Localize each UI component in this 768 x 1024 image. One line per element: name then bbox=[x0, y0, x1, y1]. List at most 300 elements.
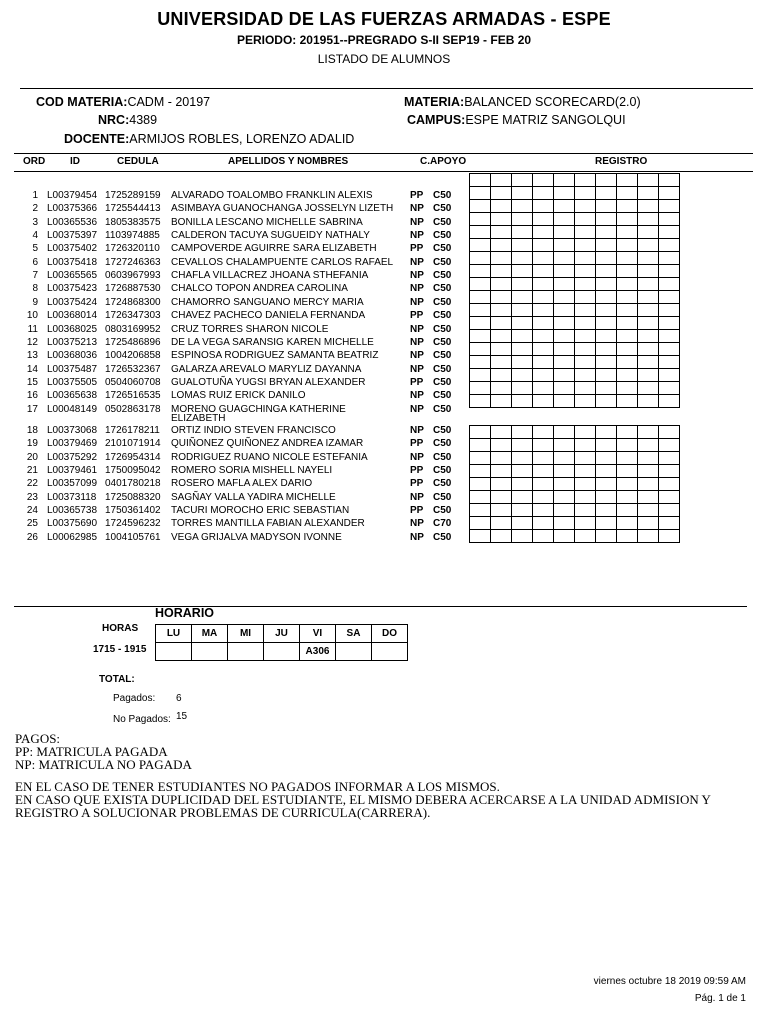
col-id: ID bbox=[70, 156, 80, 167]
registro-cell[interactable] bbox=[470, 174, 491, 187]
student-cedula: 1726516535 bbox=[105, 390, 161, 402]
registro-cell[interactable] bbox=[512, 517, 533, 530]
registro-cell[interactable] bbox=[659, 317, 680, 330]
registro-cell[interactable] bbox=[554, 369, 575, 382]
registro-cell[interactable] bbox=[575, 187, 596, 200]
pagos-label: PAGOS: bbox=[15, 731, 61, 746]
registro-cell[interactable] bbox=[617, 304, 638, 317]
registro-cell[interactable] bbox=[533, 330, 554, 343]
registro-cell[interactable] bbox=[470, 439, 491, 452]
registro-cell[interactable] bbox=[554, 465, 575, 478]
registro-cell[interactable] bbox=[491, 226, 512, 239]
registro-cell[interactable] bbox=[638, 226, 659, 239]
registro-cell[interactable] bbox=[575, 239, 596, 252]
registro-cell[interactable] bbox=[659, 187, 680, 200]
registro-cell[interactable] bbox=[659, 343, 680, 356]
registro-cell[interactable] bbox=[533, 304, 554, 317]
registro-cell[interactable] bbox=[470, 517, 491, 530]
registro-cell[interactable] bbox=[596, 426, 617, 439]
registro-cell[interactable] bbox=[638, 491, 659, 504]
student-payment-status: NP bbox=[410, 424, 424, 436]
registro-cell[interactable] bbox=[638, 530, 659, 543]
registro-cell[interactable] bbox=[575, 465, 596, 478]
registro-cell[interactable] bbox=[512, 239, 533, 252]
registro-cell[interactable] bbox=[617, 504, 638, 517]
registro-cell[interactable] bbox=[638, 395, 659, 408]
registro-cell[interactable] bbox=[575, 304, 596, 317]
registro-cell[interactable] bbox=[491, 395, 512, 408]
student-id: L00379469 bbox=[47, 438, 98, 450]
registro-cell[interactable] bbox=[491, 304, 512, 317]
registro-cell[interactable] bbox=[638, 504, 659, 517]
registro-cell[interactable] bbox=[617, 226, 638, 239]
registro-cell[interactable] bbox=[638, 465, 659, 478]
registro-cell[interactable] bbox=[512, 395, 533, 408]
registro-cell[interactable] bbox=[554, 239, 575, 252]
registro-cell[interactable] bbox=[575, 382, 596, 395]
registro-cell[interactable] bbox=[491, 369, 512, 382]
registro-cell[interactable] bbox=[659, 174, 680, 187]
registro-cell[interactable] bbox=[533, 343, 554, 356]
registro-cell[interactable] bbox=[554, 395, 575, 408]
student-apoyo: C50 bbox=[433, 478, 452, 490]
registro-cell[interactable] bbox=[554, 252, 575, 265]
registro-cell[interactable] bbox=[554, 213, 575, 226]
registro-cell[interactable] bbox=[638, 304, 659, 317]
registro-cell[interactable] bbox=[533, 187, 554, 200]
registro-cell[interactable] bbox=[512, 465, 533, 478]
registro-cell[interactable] bbox=[470, 278, 491, 291]
registro-cell[interactable] bbox=[491, 239, 512, 252]
registro-cell[interactable] bbox=[575, 530, 596, 543]
col-nombres: APELLIDOS Y NOMBRES bbox=[228, 156, 349, 167]
registro-cell[interactable] bbox=[470, 213, 491, 226]
registro-cell[interactable] bbox=[533, 369, 554, 382]
registro-cell[interactable] bbox=[596, 504, 617, 517]
registro-cell[interactable] bbox=[512, 478, 533, 491]
registro-cell[interactable] bbox=[512, 213, 533, 226]
registro-cell[interactable] bbox=[596, 330, 617, 343]
registro-cell[interactable] bbox=[617, 517, 638, 530]
student-cedula: 1727246363 bbox=[105, 256, 161, 268]
registro-cell[interactable] bbox=[638, 239, 659, 252]
registro-cell[interactable] bbox=[596, 356, 617, 369]
registro-cell[interactable] bbox=[659, 452, 680, 465]
registro-cell[interactable] bbox=[491, 265, 512, 278]
student-apoyo: C50 bbox=[433, 390, 452, 402]
registro-cell[interactable] bbox=[470, 465, 491, 478]
student-ord: 25 bbox=[26, 518, 38, 530]
registro-cell[interactable] bbox=[659, 395, 680, 408]
registro-cell[interactable] bbox=[512, 382, 533, 395]
registro-cell[interactable] bbox=[554, 200, 575, 213]
student-ord: 6 bbox=[32, 256, 38, 268]
registro-cell[interactable] bbox=[617, 343, 638, 356]
registro-cell[interactable] bbox=[470, 452, 491, 465]
student-cedula: 0803169952 bbox=[105, 323, 161, 335]
registro-cell[interactable] bbox=[554, 343, 575, 356]
registro-cell[interactable] bbox=[617, 369, 638, 382]
registro-cell[interactable] bbox=[491, 504, 512, 517]
registro-cell[interactable] bbox=[596, 278, 617, 291]
registro-cell[interactable] bbox=[617, 187, 638, 200]
horario-cell bbox=[156, 643, 192, 661]
registro-cell[interactable] bbox=[554, 356, 575, 369]
registro-cell[interactable] bbox=[470, 382, 491, 395]
registro-cell[interactable] bbox=[491, 530, 512, 543]
registro-cell[interactable] bbox=[596, 465, 617, 478]
registro-cell[interactable] bbox=[470, 226, 491, 239]
registro-cell[interactable] bbox=[491, 439, 512, 452]
registro-cell[interactable] bbox=[470, 356, 491, 369]
registro-cell[interactable] bbox=[554, 504, 575, 517]
registro-cell[interactable] bbox=[659, 504, 680, 517]
registro-cell[interactable] bbox=[491, 465, 512, 478]
registro-cell[interactable] bbox=[512, 369, 533, 382]
registro-cell[interactable] bbox=[575, 330, 596, 343]
registro-cell[interactable] bbox=[491, 317, 512, 330]
registro-cell[interactable] bbox=[554, 330, 575, 343]
registro-cell[interactable] bbox=[554, 426, 575, 439]
student-name: GALARZA AREVALO MARYLIZ DAYANNA bbox=[171, 363, 362, 375]
registro-cell[interactable] bbox=[533, 252, 554, 265]
registro-cell[interactable] bbox=[638, 369, 659, 382]
registro-cell[interactable] bbox=[596, 239, 617, 252]
registro-cell[interactable] bbox=[575, 439, 596, 452]
registro-cell[interactable] bbox=[491, 478, 512, 491]
registro-cell[interactable] bbox=[638, 213, 659, 226]
registro-cell[interactable] bbox=[512, 174, 533, 187]
registro-cell[interactable] bbox=[491, 452, 512, 465]
registro-cell[interactable] bbox=[596, 369, 617, 382]
registro-cell[interactable] bbox=[554, 317, 575, 330]
registro-cell[interactable] bbox=[617, 291, 638, 304]
registro-cell[interactable] bbox=[596, 382, 617, 395]
registro-cell[interactable] bbox=[659, 530, 680, 543]
registro-cell[interactable] bbox=[617, 530, 638, 543]
registro-cell[interactable] bbox=[554, 452, 575, 465]
registro-cell[interactable] bbox=[491, 382, 512, 395]
registro-cell[interactable] bbox=[596, 395, 617, 408]
registro-cell[interactable] bbox=[554, 517, 575, 530]
registro-cell[interactable] bbox=[512, 530, 533, 543]
registro-cell[interactable] bbox=[659, 304, 680, 317]
registro-cell[interactable] bbox=[659, 439, 680, 452]
registro-cell[interactable] bbox=[596, 187, 617, 200]
registro-cell[interactable] bbox=[659, 491, 680, 504]
registro-cell[interactable] bbox=[617, 265, 638, 278]
registro-cell[interactable] bbox=[659, 330, 680, 343]
registro-cell[interactable] bbox=[533, 356, 554, 369]
registro-cell[interactable] bbox=[617, 317, 638, 330]
registro-cell[interactable] bbox=[596, 213, 617, 226]
registro-cell[interactable] bbox=[659, 356, 680, 369]
registro-cell[interactable] bbox=[659, 278, 680, 291]
horario-table bbox=[155, 624, 408, 661]
registro-cell[interactable] bbox=[512, 187, 533, 200]
registro-cell[interactable] bbox=[575, 426, 596, 439]
registro-cell[interactable] bbox=[512, 304, 533, 317]
registro-cell[interactable] bbox=[659, 265, 680, 278]
registro-cell[interactable] bbox=[533, 174, 554, 187]
student-cedula: 1724868300 bbox=[105, 296, 161, 308]
pp-legend: PP: MATRICULA PAGADA bbox=[15, 744, 168, 759]
registro-cell[interactable] bbox=[659, 291, 680, 304]
registro-cell[interactable] bbox=[575, 226, 596, 239]
registro-cell[interactable] bbox=[491, 491, 512, 504]
registro-cell[interactable] bbox=[512, 265, 533, 278]
registro-cell[interactable] bbox=[638, 200, 659, 213]
registro-cell[interactable] bbox=[659, 369, 680, 382]
registro-cell[interactable] bbox=[575, 265, 596, 278]
registro-cell[interactable] bbox=[470, 369, 491, 382]
registro-cell[interactable] bbox=[512, 200, 533, 213]
registro-cell[interactable] bbox=[575, 395, 596, 408]
registro-cell[interactable] bbox=[617, 330, 638, 343]
registro-cell[interactable] bbox=[491, 187, 512, 200]
registro-cell[interactable] bbox=[533, 291, 554, 304]
registro-cell[interactable] bbox=[491, 252, 512, 265]
registro-cell[interactable] bbox=[638, 291, 659, 304]
campus-value: ESPE MATRIZ SANGOLQUI bbox=[465, 113, 626, 127]
registro-cell[interactable] bbox=[596, 265, 617, 278]
registro-cell[interactable] bbox=[470, 252, 491, 265]
registro-cell[interactable] bbox=[491, 356, 512, 369]
registro-cell[interactable] bbox=[470, 187, 491, 200]
registro-cell[interactable] bbox=[554, 226, 575, 239]
registro-cell[interactable] bbox=[575, 252, 596, 265]
registro-cell[interactable] bbox=[596, 304, 617, 317]
registro-cell[interactable] bbox=[554, 278, 575, 291]
registro-cell[interactable] bbox=[533, 239, 554, 252]
registro-cell[interactable] bbox=[554, 491, 575, 504]
student-cedula: 1103974885 bbox=[105, 230, 160, 242]
registro-cell[interactable] bbox=[638, 317, 659, 330]
registro-cell[interactable] bbox=[596, 174, 617, 187]
horario-day-vi: VI bbox=[300, 625, 336, 643]
registro-cell[interactable] bbox=[617, 356, 638, 369]
registro-cell[interactable] bbox=[575, 200, 596, 213]
registro-cell[interactable] bbox=[638, 426, 659, 439]
registro-cell[interactable] bbox=[470, 291, 491, 304]
registro-cell[interactable] bbox=[470, 395, 491, 408]
registro-cell[interactable] bbox=[512, 330, 533, 343]
registro-cell[interactable] bbox=[575, 343, 596, 356]
registro-cell[interactable] bbox=[659, 382, 680, 395]
registro-cell[interactable] bbox=[617, 491, 638, 504]
student-payment-status: PP bbox=[410, 438, 424, 450]
registro-cell[interactable] bbox=[533, 265, 554, 278]
student-cedula: 1750361402 bbox=[105, 505, 161, 517]
registro-cell[interactable] bbox=[554, 478, 575, 491]
registro-cell[interactable] bbox=[533, 465, 554, 478]
registro-cell[interactable] bbox=[659, 252, 680, 265]
registro-cell[interactable] bbox=[617, 426, 638, 439]
registro-cell[interactable] bbox=[617, 200, 638, 213]
registro-cell[interactable] bbox=[554, 291, 575, 304]
registro-cell[interactable] bbox=[575, 213, 596, 226]
registro-cell[interactable] bbox=[533, 530, 554, 543]
registro-cell[interactable] bbox=[617, 439, 638, 452]
registro-cell[interactable] bbox=[659, 226, 680, 239]
registro-cell[interactable] bbox=[638, 265, 659, 278]
registro-cell[interactable] bbox=[512, 356, 533, 369]
registro-cell[interactable] bbox=[575, 291, 596, 304]
registro-cell[interactable] bbox=[491, 213, 512, 226]
registro-cell[interactable] bbox=[575, 369, 596, 382]
registro-cell[interactable] bbox=[533, 200, 554, 213]
registro-cell[interactable] bbox=[533, 426, 554, 439]
registro-cell[interactable] bbox=[554, 439, 575, 452]
registro-cell[interactable] bbox=[533, 213, 554, 226]
registro-cell[interactable] bbox=[533, 504, 554, 517]
student-cedula: 1726887530 bbox=[105, 283, 161, 295]
registro-cell[interactable] bbox=[659, 426, 680, 439]
registro-cell[interactable] bbox=[533, 226, 554, 239]
registro-cell[interactable] bbox=[575, 452, 596, 465]
student-payment-status: NP bbox=[410, 283, 424, 295]
registro-cell[interactable] bbox=[533, 382, 554, 395]
registro-cell[interactable] bbox=[617, 213, 638, 226]
registro-cell[interactable] bbox=[575, 278, 596, 291]
student-name: ROSERO MAFLA ALEX DARIO bbox=[171, 478, 313, 490]
registro-cell[interactable] bbox=[596, 530, 617, 543]
registro-cell[interactable] bbox=[491, 330, 512, 343]
registro-cell[interactable] bbox=[659, 239, 680, 252]
registro-cell[interactable] bbox=[512, 343, 533, 356]
registro-cell[interactable] bbox=[638, 382, 659, 395]
registro-cell[interactable] bbox=[470, 491, 491, 504]
registro-cell[interactable] bbox=[512, 226, 533, 239]
registro-cell[interactable] bbox=[638, 330, 659, 343]
registro-cell[interactable] bbox=[617, 239, 638, 252]
registro-cell[interactable] bbox=[638, 478, 659, 491]
registro-cell[interactable] bbox=[596, 343, 617, 356]
registro-cell[interactable] bbox=[470, 330, 491, 343]
registro-cell[interactable] bbox=[512, 291, 533, 304]
registro-cell[interactable] bbox=[575, 174, 596, 187]
registro-cell[interactable] bbox=[491, 278, 512, 291]
registro-cell[interactable] bbox=[533, 517, 554, 530]
registro-cell[interactable] bbox=[512, 317, 533, 330]
registro-cell[interactable] bbox=[617, 395, 638, 408]
registro-cell[interactable] bbox=[533, 452, 554, 465]
registro-cell[interactable] bbox=[533, 395, 554, 408]
registro-cell[interactable] bbox=[659, 213, 680, 226]
registro-cell[interactable] bbox=[638, 439, 659, 452]
registro-cell[interactable] bbox=[596, 439, 617, 452]
registro-cell[interactable] bbox=[554, 382, 575, 395]
registro-cell[interactable] bbox=[554, 530, 575, 543]
materia-label: MATERIA: bbox=[404, 95, 465, 109]
registro-cell[interactable] bbox=[512, 439, 533, 452]
registro-cell[interactable] bbox=[659, 465, 680, 478]
registro-cell[interactable] bbox=[470, 317, 491, 330]
registro-cell[interactable] bbox=[554, 304, 575, 317]
registro-cell[interactable] bbox=[596, 491, 617, 504]
registro-cell[interactable] bbox=[512, 252, 533, 265]
registro-cell[interactable] bbox=[512, 504, 533, 517]
registro-cell[interactable] bbox=[638, 278, 659, 291]
registro-cell[interactable] bbox=[512, 426, 533, 439]
registro-cell[interactable] bbox=[638, 452, 659, 465]
registro-cell[interactable] bbox=[659, 517, 680, 530]
registro-cell[interactable] bbox=[533, 491, 554, 504]
registro-cell[interactable] bbox=[554, 265, 575, 278]
registro-cell[interactable] bbox=[638, 174, 659, 187]
student-name: RODRIGUEZ RUANO NICOLE ESTEFANIA bbox=[171, 451, 368, 463]
registro-cell[interactable] bbox=[596, 252, 617, 265]
registro-cell[interactable] bbox=[533, 278, 554, 291]
registro-cell[interactable] bbox=[617, 278, 638, 291]
registro-cell[interactable] bbox=[470, 239, 491, 252]
registro-cell[interactable] bbox=[638, 187, 659, 200]
registro-cell[interactable] bbox=[638, 252, 659, 265]
registro-cell[interactable] bbox=[617, 252, 638, 265]
registro-cell[interactable] bbox=[470, 200, 491, 213]
registro-cell[interactable] bbox=[470, 304, 491, 317]
registro-cell[interactable] bbox=[638, 356, 659, 369]
registro-cell[interactable] bbox=[491, 426, 512, 439]
registro-cell[interactable] bbox=[470, 343, 491, 356]
registro-cell[interactable] bbox=[491, 200, 512, 213]
registro-cell[interactable] bbox=[575, 504, 596, 517]
registro-cell[interactable] bbox=[491, 343, 512, 356]
registro-cell[interactable] bbox=[575, 478, 596, 491]
registro-cell[interactable] bbox=[575, 517, 596, 530]
registro-cell[interactable] bbox=[533, 439, 554, 452]
registro-cell[interactable] bbox=[596, 478, 617, 491]
registro-cell[interactable] bbox=[512, 452, 533, 465]
registro-cell[interactable] bbox=[617, 478, 638, 491]
registro-cell[interactable] bbox=[470, 265, 491, 278]
registro-cell[interactable] bbox=[512, 278, 533, 291]
registro-cell[interactable] bbox=[533, 317, 554, 330]
registro-cell[interactable] bbox=[554, 174, 575, 187]
registro-cell[interactable] bbox=[575, 356, 596, 369]
registro-cell[interactable] bbox=[470, 426, 491, 439]
registro-cell[interactable] bbox=[512, 491, 533, 504]
registro-cell[interactable] bbox=[659, 200, 680, 213]
registro-cell[interactable] bbox=[533, 478, 554, 491]
registro-cell[interactable] bbox=[596, 452, 617, 465]
student-cedula: 1750095042 bbox=[105, 465, 161, 476]
registro-cell[interactable] bbox=[617, 174, 638, 187]
registro-cell[interactable] bbox=[470, 504, 491, 517]
registro-cell[interactable] bbox=[491, 517, 512, 530]
registro-cell[interactable] bbox=[596, 226, 617, 239]
registro-cell[interactable] bbox=[617, 452, 638, 465]
registro-cell[interactable] bbox=[659, 478, 680, 491]
registro-cell[interactable] bbox=[470, 478, 491, 491]
registro-cell[interactable] bbox=[596, 200, 617, 213]
registro-cell[interactable] bbox=[638, 343, 659, 356]
registro-cell[interactable] bbox=[470, 530, 491, 543]
registro-cell[interactable] bbox=[575, 317, 596, 330]
registro-cell[interactable] bbox=[638, 517, 659, 530]
registro-cell[interactable] bbox=[617, 465, 638, 478]
registro-cell[interactable] bbox=[596, 517, 617, 530]
registro-cell[interactable] bbox=[617, 382, 638, 395]
student-name: CHAVEZ PACHECO DANIELA FERNANDA bbox=[171, 310, 366, 322]
registro-cell[interactable] bbox=[596, 291, 617, 304]
registro-cell[interactable] bbox=[596, 317, 617, 330]
registro-cell[interactable] bbox=[554, 187, 575, 200]
no-pagados-value: 15 bbox=[176, 711, 188, 722]
registro-cell[interactable] bbox=[491, 291, 512, 304]
registro-cell[interactable] bbox=[491, 174, 512, 187]
registro-cell[interactable] bbox=[575, 491, 596, 504]
